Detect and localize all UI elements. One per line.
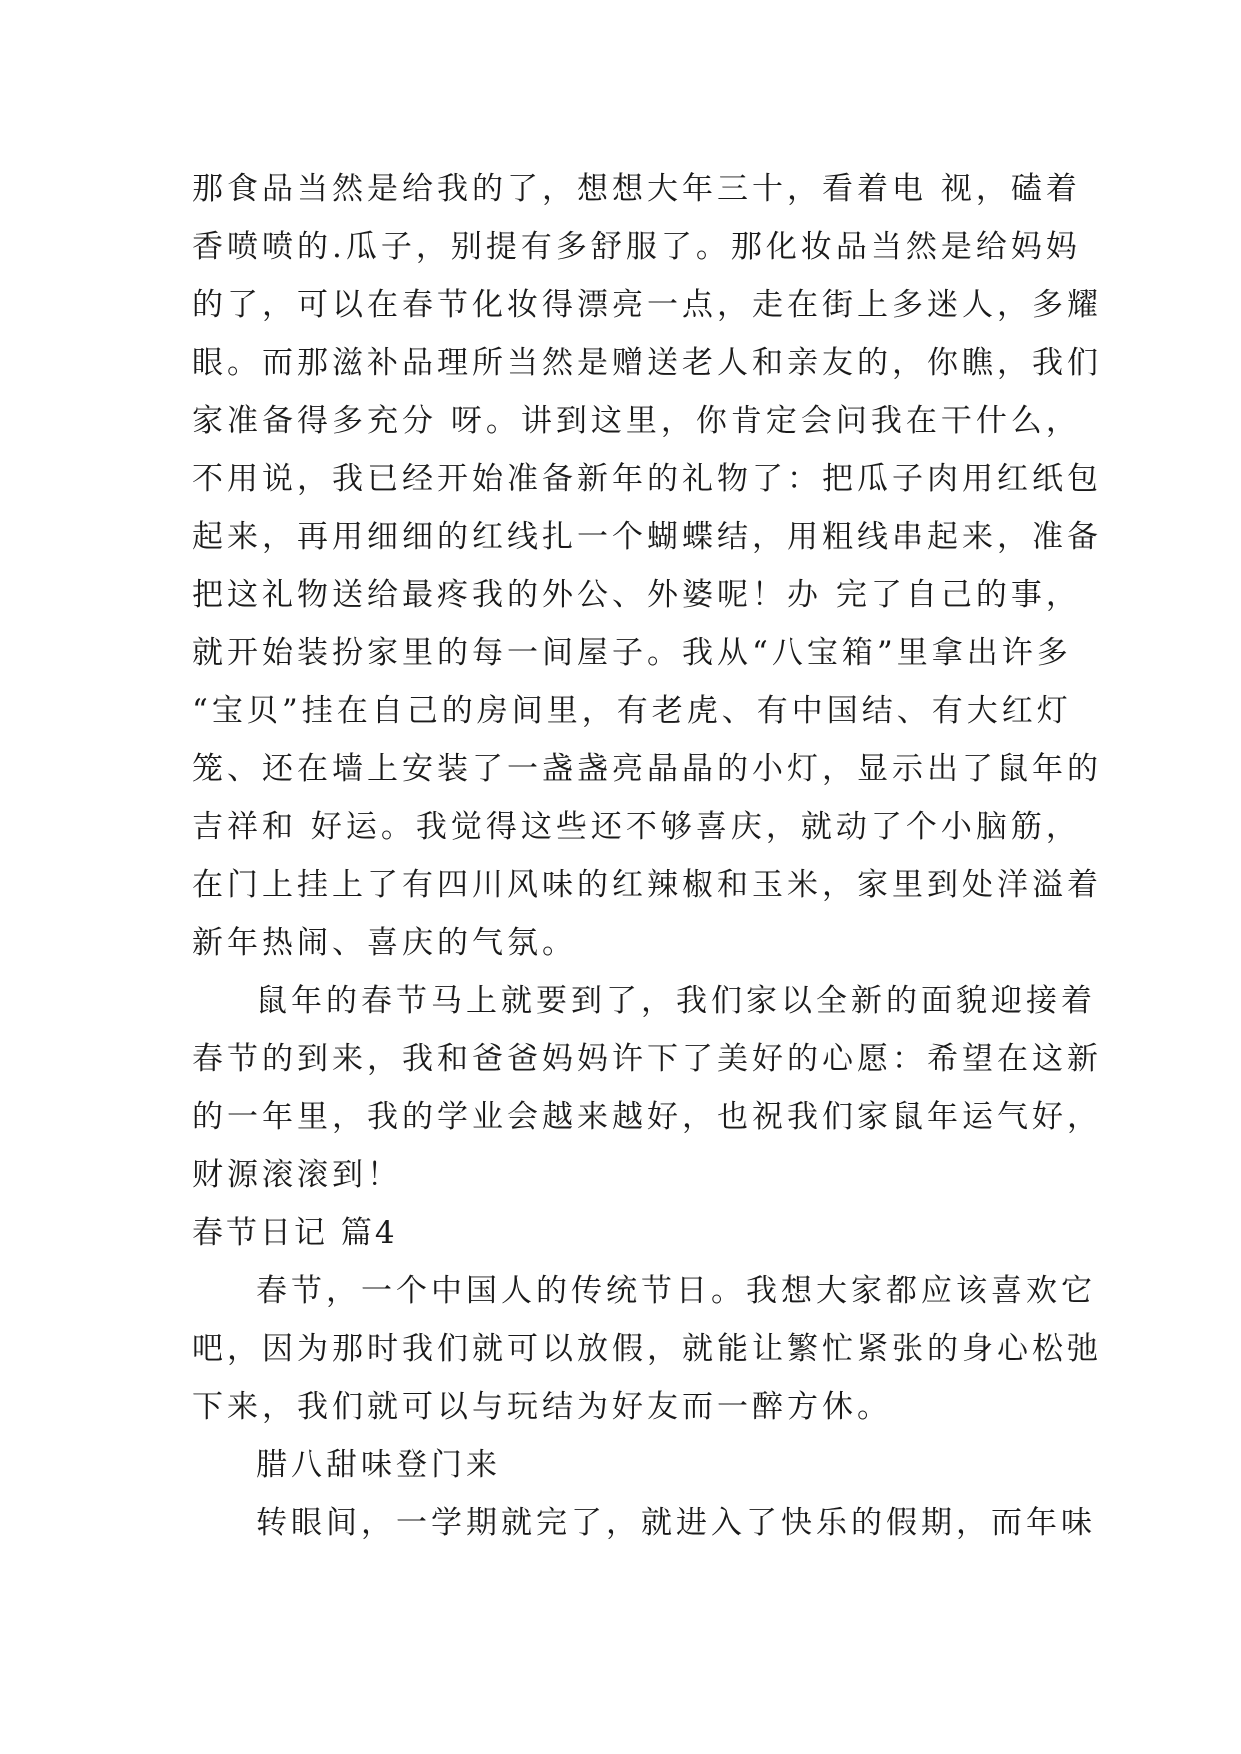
paragraph-line: 就开始装扮家里的每一间屋子。我从“八宝箱”里拿出许多 [192, 635, 1072, 671]
paragraph-line: 吉祥和 好运。我觉得这些还不够喜庆，就动了个小脑筋， [192, 809, 1081, 845]
paragraph-line: 那食品当然是给我的了，想想大年三十，看着电 视，磕着 [192, 171, 1081, 207]
paragraph-line: 的了，可以在春节化妆得漂亮一点，走在街上多迷人，多耀 [192, 287, 1102, 323]
paragraph-line: 鼠年的春节马上就要到了，我们家以全新的面貌迎接着 [256, 983, 1096, 1019]
paragraph-line: 春节，一个中国人的传统节日。我想大家都应该喜欢它 [256, 1273, 1096, 1309]
paragraph-line: 春节的到来，我和爸爸妈妈许下了美好的心愿：希望在这新 [192, 1041, 1102, 1077]
paragraph-line: 家准备得多充分 呀。讲到这里，你肯定会问我在干什么， [192, 403, 1081, 439]
paragraph-line: 财源滚滚到！ [192, 1157, 402, 1193]
paragraph-line: 下来，我们就可以与玩结为好友而一醉方休。 [192, 1389, 892, 1425]
paragraph-line: 不用说，我已经开始准备新年的礼物了：把瓜子肉用红纸包 [192, 461, 1102, 497]
paragraph-line: 香喷喷的.瓜子，别提有多舒服了。那化妆品当然是给妈妈 [192, 229, 1081, 265]
paragraph-line: 起来，再用细细的红线扎一个蝴蝶结，用粗线串起来，准备 [192, 519, 1102, 555]
paragraph-line: 笼、还在墙上安装了一盏盏亮晶晶的小灯，显示出了鼠年的 [192, 751, 1102, 787]
document-body [192, 160, 1102, 1552]
paragraph-line: 在门上挂上了有四川风味的红辣椒和玉米，家里到处洋溢着 [192, 867, 1102, 903]
paragraph-line: 转眼间，一学期就完了，就进入了快乐的假期，而年味 [256, 1505, 1096, 1541]
paragraph-line: 把这礼物送给最疼我的外公、外婆呢！办 完了自己的事， [192, 577, 1081, 613]
subheading-line: 腊八甜味登门来 [256, 1447, 501, 1483]
paragraph-line: 新年热闹、喜庆的气氛。 [192, 925, 577, 961]
section-heading: 春节日记 篇4 [192, 1215, 398, 1251]
paragraph-line: 吧，因为那时我们就可以放假，就能让繁忙紧张的身心松弛 [192, 1331, 1102, 1367]
paragraph-line: 的一年里，我的学业会越来越好，也祝我们家鼠年运气好， [192, 1099, 1102, 1135]
paragraph-line: 眼。而那滋补品理所当然是赠送老人和亲友的，你瞧，我们 [192, 345, 1102, 381]
paragraph-line: “宝贝”挂在自己的房间里，有老虎、有中国结、有大红灯 [192, 693, 1072, 729]
